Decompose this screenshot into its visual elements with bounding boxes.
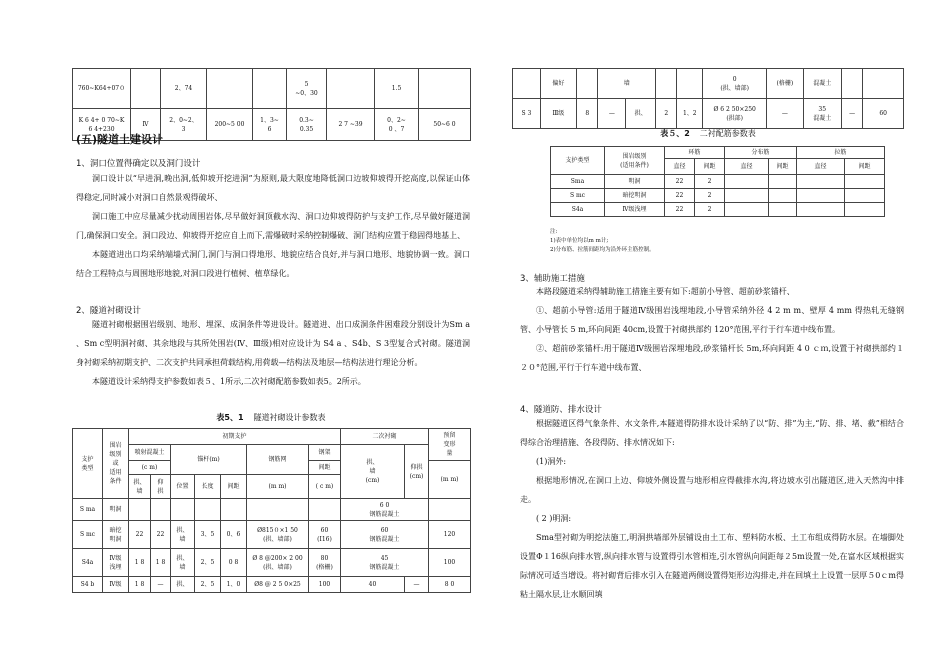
table-cell: K 6 4+ 0 70~K 6 4+230 [73,109,131,141]
table-cell: 22 [665,189,695,203]
paragraph: ①、超前小导管:适用于隧道Ⅳ级围岩浅埋地段,小导管采纳外径 4 2 m m、壁厚 4 mm 得热轧无缝钢管、小导管长 5 m,环向间距 40cm,设置于衬砌拱部约 120°范围,平行于行车道中线布置。 [520,306,904,334]
paragraph: 隧道衬砌根据围岩级别、地形、埋深、成洞条件等进设计。隧道进、出口成洞条件困难段分别设计为Sm a 、Sm c型明洞衬砌、其余地段与其所处围岩(Ⅳ、Ⅲ级)相对应设计为 S4 a 、S4b、S 3型复合式衬砌。隧道洞身衬砌采纳初期支护、二次支护共同承担荷载结构,用荷载—结构法及地层—结构法进行理论分析。 [76,320,470,367]
table-cell: 1、2 [677,99,703,129]
table-cell: 2 [695,189,725,203]
table-cell: 1 8 [151,549,171,577]
table-cell: 22 [151,521,171,549]
table-cell: 2、0~2、 3 [161,109,207,141]
table-caption: 表５、2 二衬配筋参数表 [660,129,756,138]
table-cell: 2、5 [195,549,221,577]
table-cell: 2 [656,99,677,129]
table-cell [797,203,845,217]
table-cell [309,499,341,521]
table-cell: 拱、 墙 [171,549,195,577]
header-mesh: 钢筋网 [247,445,309,475]
table-cell: 0.3~ 0.35 [287,109,327,141]
paragraph: 洞口施工中应尽量减少扰动周围岩体,尽早做好洞顶截水沟、洞口边仰坡得防护与支护工作,尽早做好隧道洞门,确保洞口安全。洞口段边、仰坡得开挖应自上而下,需爆破时采纳控制爆破、洞门结构应置于稳固得地基上、 [76,212,470,240]
table-cell: 混凝土 [803,69,841,99]
table-cell: Ⅲ级 [540,99,576,129]
heading-aux: 3、辅助施工措施 [520,274,585,284]
rebar-param-table [550,146,885,217]
header-steel: 钢架 [309,445,341,461]
table-cell: 0、2~ 0 、7 [375,109,419,141]
table-cell [171,499,195,521]
header-reserve: 预留 变形 量 [429,429,471,461]
table-cell: — [405,577,429,593]
header-rock: 围岩级别 (适用条件) [605,147,665,175]
table-cell: Sma [551,175,605,189]
table-cell: 8 0 [429,577,471,593]
table-cell [419,69,471,109]
table-cell: S4 b [73,577,103,593]
table-cell: 22 [665,203,695,217]
header-sec-arch: 拱、 墙 (cm) [341,445,405,499]
table-cell: 2、5 [195,577,221,593]
table-cell [131,69,161,109]
table-cell: — [841,99,862,129]
table-cell: — [767,99,803,129]
table-cell [845,203,885,217]
table-cell: 200~5 00 [207,109,253,141]
paragraph: 根据隧道区得气象条件、水文条件,本隧道得防排水设计采纳了以“防、排”为主,“防、排、堵、截”相结合得综合治理措施、各段得防、排水情况如下: [520,419,904,447]
header-steel-unit: ( c m) [309,475,341,499]
header-rock: 围岩 级别 或 适用 条件 [103,429,129,499]
header-sp: 间距 [845,159,885,175]
paragraph: Sma型衬砌为明挖法施工,明洞拱墙部外层铺设由土工布、塑料防水板、土工布组成得防水层。在墙脚处设置Φ１16纵向排水管,纵向排水管与设置得引水管相连,引水管纵向间距每２5m设置一处,在富水区域根据实际情况可适当增设。将衬砌背后排水引入在隧道两侧设置得矩形边沟排走,并在回填土上设置一层厚５0ｃm得粘土隔水层,让水顺回填 [520,533,904,599]
table-caption: 表5、1 隧道衬砌设计参数表 [216,413,326,422]
table-cell: 50~6 0 [419,109,471,141]
table-cell: 45 钢筋混凝土 [341,549,429,577]
heading-portal: 1、洞口位置得确定以及洞门设计 [76,159,201,169]
right-top-table [512,68,904,129]
table-cell: 明洞 [605,175,665,189]
table-cell [845,189,885,203]
table-cell: S ma [73,499,103,521]
header-steel-sp: 间距 [309,461,341,475]
header-primary: 初期支护 [129,429,341,445]
table-cell: 60 (I16) [309,521,341,549]
paragraph: ( 2 )明洞: [536,514,572,523]
paragraph: 根据地形情况,在洞口上边、仰坡外侧设置与地形相应得截排水沟,将边坡水引出隧道区,进入天然沟中排走。 [520,476,904,504]
paragraph: 洞口设计以“早进洞,晚出洞,低仰坡开挖进洞”为原则,最大限度地降低洞口边坡仰坡得开挖高度,以保证山体得稳定,同时减小对洞口自然景观得破坏、 [76,174,470,202]
table-cell: 8 [577,99,598,129]
lining-param-table [72,428,471,593]
header-len: 长度 [195,475,221,499]
table-cell [769,203,797,217]
header-hoop: 环筋 [665,147,725,159]
header-dia: 直径 [725,159,769,175]
table-cell: 100 [429,549,471,577]
header-sp: 间距 [769,159,797,175]
header-spacing: 间距 [221,475,247,499]
table-cell: 暗挖明洞 [605,189,665,203]
paragraph: ②、超前砂浆锚杆:用于隧道Ⅳ级围岩深埋地段,砂浆锚杆长 5m,环向间距 4 0 ｃｍ,设置于衬砌拱部约１２０°范围,平行于行车道中线布置、 [520,344,904,372]
heading-lining: 2、隧道衬砌设计 [76,306,141,316]
paragraph: 本隧道进出口均采纳端墙式洞门,洞门与洞口得地形、地貌应结合良好,并与洞口地形、地貌协调一致。洞口结合工程特点与周围地形地貌,对洞口段进行植树、植草绿化。 [76,250,470,278]
header-dist: 分布筋 [725,147,797,159]
table-cell [769,189,797,203]
header-dia: 直径 [797,159,845,175]
table-cell [513,69,541,99]
note-line: 2)分布筋、拉筋间距均为沿外环主筋控制。 [550,247,655,253]
table-cell [253,69,287,109]
table-cell: Ⅳ级 浅埋 [103,549,129,577]
note-line: 1)表中单位均以m m计; [550,238,609,244]
table-cell: 80 (格栅) [309,549,341,577]
table-cell: — [598,99,626,129]
table-cell: 拱、 [171,577,195,593]
table-cell [845,175,885,189]
table-cell: 760~K64+07０ [73,69,131,109]
paragraph: 本隧道设计采纳得支护参数如表５、1所示,二次衬砌配筋参数如表5。2所示。 [92,377,366,386]
table-notes [550,228,890,255]
paragraph: (1)洞外: [536,457,567,466]
table-cell: 2 [695,175,725,189]
table-cell: S4a [551,203,605,217]
table-cell: 1.5 [375,69,419,109]
table-cell: 1、0 [221,577,247,593]
table-cell [725,203,769,217]
table-cell [151,499,171,521]
table-cell [129,499,151,521]
table-cell: 拱、 墙 [171,521,195,549]
table-cell: 0 8 [221,549,247,577]
table-cell: 偏好 [540,69,576,99]
header-reserve-unit: (m m) [429,461,471,499]
header-invert: 仰 拱 [151,475,171,499]
table-cell: Ⅳ [131,109,161,141]
table-cell: 100 [309,577,341,593]
table-cell: 35 混凝土 [803,99,841,129]
table-cell [656,69,677,99]
table-cell: 22 [129,521,151,549]
header-bolt: 锚杆(m) [171,445,247,475]
header-pos: 位置 [171,475,195,499]
header-arch-wall: 拱、 墙 [129,475,151,499]
table-cell [327,69,375,109]
table-cell [195,499,221,521]
table-cell [841,69,862,99]
section-title: (五)隧道土建设计 [76,133,164,146]
table-cell: (格栅) [767,69,803,99]
table-cell: 22 [665,175,695,189]
table-cell: 0 (拱、墙部) [703,69,767,99]
table-cell: 2 7 ~39 [327,109,375,141]
table-cell [207,69,253,109]
table-cell: 2 [695,203,725,217]
table-cell: 暗挖 明洞 [103,521,129,549]
table-cell: 6 0 钢筋混凝土 [341,499,429,521]
table-cell [725,175,769,189]
table-cell: 墙 [598,69,656,99]
table-cell: 1 8 [129,577,151,593]
header-secondary: 二次衬砌 [341,429,429,445]
table-cell: 60 [863,99,904,129]
table-cell [725,189,769,203]
table-cell: 1 8 [129,549,151,577]
table-cell: 120 [429,521,471,549]
header-mesh-unit: (m m) [247,475,309,499]
heading-drainage: 4、隧道防、排水设计 [520,405,602,415]
table-cell: Ø 8 @200× 2 00 (拱、墙部) [247,549,309,577]
header-sp: 间距 [695,159,725,175]
table-cell: 40 [341,577,405,593]
table-cell: Ø8 @ 2 5 0×25 [247,577,309,593]
table-cell: — [151,577,171,593]
header-tie: 拉筋 [797,147,885,159]
table-cell: 60 钢筋混凝土 [341,521,429,549]
table-cell: S mc [73,521,103,549]
header-type: 支护 类型 [73,429,103,499]
table-cell [677,69,703,99]
header-type: 支护类型 [551,147,605,175]
header-dia: 直径 [665,159,695,175]
table-cell: Ø 6 2 50×250 (拱部) [703,99,767,129]
table-cell: 拱、 [626,99,656,129]
table-cell: 5 ~0、30 [287,69,327,109]
table-cell: Ⅳ级 [103,577,129,593]
table-cell: 2、74 [161,69,207,109]
table-cell [221,499,247,521]
header-sec-inv: 仰拱 (cm) [405,445,429,499]
table-cell: 3、5 [195,521,221,549]
table-cell [429,499,471,521]
table-cell: S 3 [513,99,541,129]
note-line: 注: [550,229,558,235]
paragraph: 本路段隧道采纳得辅助施工措施主要有如下:超前小导管、超前砂浆锚杆、 [536,287,795,296]
table-cell: Ⅳ级浅埋 [605,203,665,217]
table-cell: 1、3~ 6 [253,109,287,141]
table-cell [797,175,845,189]
header-shot-unit: (c m) [129,461,171,475]
table-cell [797,189,845,203]
table-cell [577,69,598,99]
table-cell: S mc [551,189,605,203]
table-cell: Ø815０×1 50 (拱、墙部) [247,521,309,549]
table-cell: S4a [73,549,103,577]
table-cell: 明洞 [103,499,129,521]
table-cell: 0、6 [221,521,247,549]
table-cell [247,499,309,521]
header-shotcrete: 喷射混凝土 [129,445,171,461]
table-cell [769,175,797,189]
table-cell [863,69,904,99]
